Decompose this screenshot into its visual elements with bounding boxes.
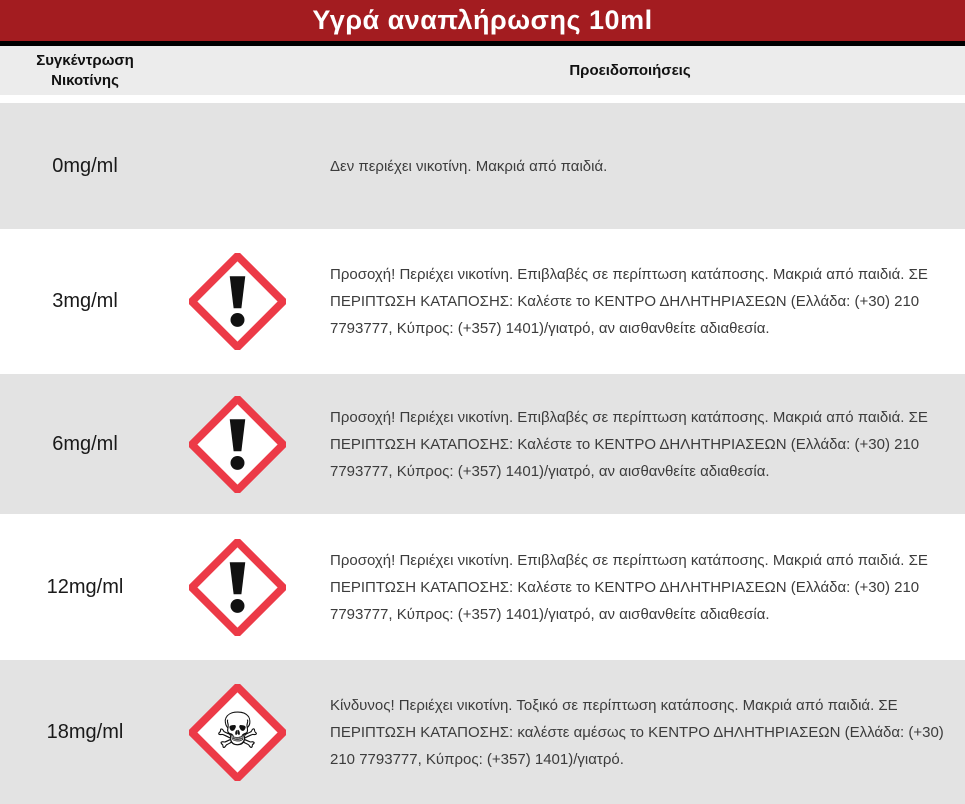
exclamation-hazard-icon	[189, 396, 286, 493]
table-header	[0, 46, 965, 95]
warning-text: Προσοχή! Περιέχει νικοτίνη. Επιβλαβές σε περίπτωση κατάποσης. Μακριά από παιδιά. ΣΕ ΠΕΡΙΠΤΩΣΗ ΚΑΤΑΠΟΣΗΣ: Καλέστε το ΚΕΝΤΡΟ ΔΗΛΗΤΗΡΙΑΣΕΩΝ (Ελλάδα: (+30) 210 7793777, Κύπρος: (+357) 1401)/γιατρό, αν αισθανθείτε αδιαθεσία.	[330, 266, 928, 337]
table-row	[0, 103, 965, 229]
concentration-value: 3mg/ml	[52, 290, 118, 312]
warning-text: Προσοχή! Περιέχει νικοτίνη. Επιβλαβές σε περίπτωση κατάποσης. Μακριά από παιδιά. ΣΕ ΠΕΡΙΠΤΩΣΗ ΚΑΤΑΠΟΣΗΣ: Καλέστε το ΚΕΝΤΡΟ ΔΗΛΗΤΗΡΙΑΣΕΩΝ (Ελλάδα: (+30) 210 7793777, Κύπρος: (+357) 1401)/γιατρό, αν αισθανθείτε αδιαθεσία.	[330, 408, 928, 480]
header-gap	[0, 95, 965, 103]
column-header-warnings: Προειδοποιήσεις	[569, 61, 691, 79]
concentration-value: 18mg/ml	[46, 720, 124, 743]
concentration-value: 0mg/ml	[52, 154, 118, 177]
concentration-value: 12mg/ml	[46, 575, 124, 598]
column-header-concentration: Συγκέντρωση Νικοτίνης	[36, 51, 134, 89]
warning-text: Κίνδυνος! Περιέχει νικοτίνη. Τοξικό σε περίπτωση κατάποσης. Μακριά από παιδιά. ΣΕ ΠΕΡΙΠΤΩΣΗ ΚΑΤΑΠΟΣΗΣ: καλέστε αμέσως το ΚΕΝΤΡΟ ΔΗΛΗΤΗΡΙΑΣΕΩΝ (Ελλάδα: (+30) 210 7793777, Κύπρος: (+357) 1401)/γιατρό.	[330, 696, 944, 768]
table-row	[0, 374, 965, 514]
table-body	[0, 103, 965, 804]
exclamation-hazard-icon	[189, 253, 286, 350]
pictogram-cell	[170, 684, 305, 781]
warning-text: Δεν περιέχει νικοτίνη. Μακριά από παιδιά.	[330, 157, 608, 175]
exclamation-hazard-icon	[189, 539, 286, 636]
page-title: Υγρά αναπλήρωσης 10ml	[0, 0, 965, 41]
skull-crossbones-hazard-icon	[189, 684, 286, 781]
skull-glyph: ☠	[215, 702, 260, 760]
pictogram-cell	[170, 253, 305, 350]
warning-text: Προσοχή! Περιέχει νικοτίνη. Επιβλαβές σε περίπτωση κατάποσης. Μακριά από παιδιά. ΣΕ ΠΕΡΙΠΤΩΣΗ ΚΑΤΑΠΟΣΗΣ: Καλέστε το ΚΕΝΤΡΟ ΔΗΛΗΤΗΡΙΑΣΕΩΝ (Ελλάδα: (+30) 210 7793777, Κύπρος: (+357) 1401)/γιατρό, αν αισθανθείτε αδιαθεσία.	[330, 551, 928, 623]
table-row	[0, 229, 965, 374]
pictogram-cell	[170, 396, 305, 493]
table-row	[0, 514, 965, 660]
concentration-value: 6mg/ml	[52, 432, 118, 455]
table-row	[0, 660, 965, 804]
pictogram-cell	[170, 539, 305, 636]
